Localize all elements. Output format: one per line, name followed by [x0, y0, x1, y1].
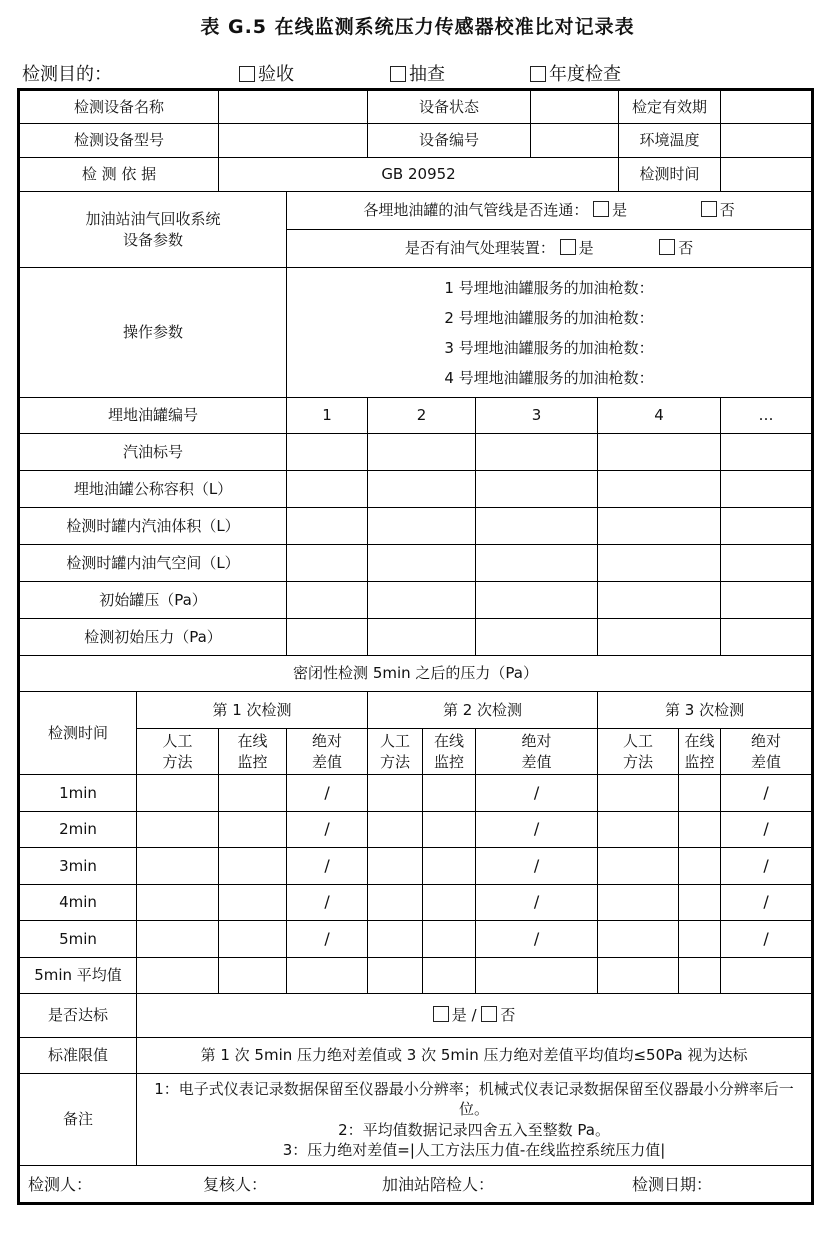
data-cell[interactable]: [219, 775, 287, 812]
validity-value[interactable]: [721, 90, 813, 124]
data-cell[interactable]: [598, 848, 679, 885]
env-temp-label: 环境温度: [619, 124, 721, 158]
tank-cell[interactable]: [287, 545, 368, 582]
data-cell[interactable]: [368, 884, 423, 921]
tank-cell[interactable]: [476, 508, 598, 545]
notes-content: [137, 1074, 813, 1166]
checkbox-icon[interactable]: [593, 201, 609, 217]
purpose-line: [22, 60, 812, 86]
basis-label: 检 测 依 据: [19, 158, 219, 192]
manual-method-header: 人工 方法: [598, 729, 679, 775]
signature-cell: [19, 1166, 813, 1204]
manual-method-header: 人工 方法: [368, 729, 423, 775]
tank-cell[interactable]: [721, 619, 813, 656]
data-cell[interactable]: [679, 921, 721, 958]
data-cell[interactable]: [598, 775, 679, 812]
system-params-row-1: [19, 192, 813, 230]
compliance-no-option[interactable]: 否: [481, 1006, 515, 1024]
tightness-round-row: [19, 692, 813, 729]
equipment-model-label: 检测设备型号: [19, 124, 219, 158]
tank-number-4: 4: [598, 398, 721, 434]
diff-cell: /: [476, 884, 598, 921]
gun-count-tank-2: 2 号埋地油罐服务的加油枪数：: [444, 308, 654, 327]
gun-count-tank-3: 3 号埋地油罐服务的加油枪数：: [444, 338, 654, 357]
compliance-row: [19, 994, 813, 1038]
processing-device-question: 是否有油气处理装置： 是 否: [287, 230, 813, 268]
test-date-label: 检测日期：: [632, 1175, 713, 1194]
tank-number-2: 2: [368, 398, 476, 434]
tank-number-1: 1: [287, 398, 368, 434]
tank-cell[interactable]: [287, 508, 368, 545]
tank-cell[interactable]: [598, 619, 721, 656]
diff-cell: /: [721, 811, 813, 848]
online-monitor-header: 在线 监控: [679, 729, 721, 775]
data-cell[interactable]: [287, 957, 368, 994]
tank-cell[interactable]: [721, 508, 813, 545]
limit-label: 标准限值: [19, 1038, 137, 1074]
pipeline-connected-question: 各埋地油罐的油气管线是否连通： 是 否: [287, 192, 813, 230]
operation-params-lines: [287, 268, 813, 398]
equipment-model-value[interactable]: [219, 124, 368, 158]
diff-cell: /: [476, 775, 598, 812]
data-cell[interactable]: [368, 921, 423, 958]
diff-cell: /: [721, 921, 813, 958]
checkbox-icon[interactable]: [701, 201, 717, 217]
tank-number-3: 3: [476, 398, 598, 434]
tank-cell[interactable]: [287, 619, 368, 656]
data-cell[interactable]: [598, 811, 679, 848]
checkbox-icon[interactable]: [659, 239, 675, 255]
tank-cell[interactable]: [368, 619, 476, 656]
compliance-label: 是否达标: [19, 994, 137, 1038]
diff-cell: /: [721, 775, 813, 812]
equipment-row-1: [19, 90, 813, 124]
tank-cell[interactable]: [476, 582, 598, 619]
tank-cell[interactable]: [368, 582, 476, 619]
tank-cell[interactable]: [721, 545, 813, 582]
tank-cell[interactable]: [368, 545, 476, 582]
equipment-number-value[interactable]: [531, 124, 619, 158]
diff-cell: /: [287, 884, 368, 921]
data-cell[interactable]: [219, 921, 287, 958]
minute-row: [19, 848, 813, 885]
data-cell[interactable]: [137, 884, 219, 921]
data-cell[interactable]: [368, 848, 423, 885]
pipeline-yes-option[interactable]: 是: [593, 201, 627, 219]
data-cell[interactable]: [137, 811, 219, 848]
minute-label: 5min: [19, 921, 137, 958]
purpose-option-annual[interactable]: 年度检查: [530, 60, 621, 86]
checkbox-icon[interactable]: [433, 1006, 449, 1022]
pipeline-no-option[interactable]: 否: [701, 201, 735, 219]
round-2-header: 第 2 次检测: [368, 692, 598, 729]
checkbox-icon[interactable]: [481, 1006, 497, 1022]
minute-row: [19, 921, 813, 958]
note-item: 2：平均值数据记录四舍五入至整数 Pa。: [338, 1120, 610, 1139]
validity-label: 检定有效期: [619, 90, 721, 124]
tank-cell[interactable]: [476, 545, 598, 582]
tank-row: [19, 434, 813, 471]
processing-yes-option[interactable]: 是: [560, 239, 594, 257]
reviewer-label: 复核人：: [203, 1175, 268, 1194]
data-cell[interactable]: [679, 811, 721, 848]
limit-row: [19, 1038, 813, 1074]
data-cell[interactable]: [721, 957, 813, 994]
data-cell[interactable]: [219, 848, 287, 885]
purpose-option-spot-check[interactable]: 抽查: [390, 60, 445, 86]
station-escort-label: 加油站陪检人：: [382, 1175, 495, 1194]
notes-label: 备注: [19, 1074, 137, 1166]
data-cell[interactable]: [368, 811, 423, 848]
data-cell[interactable]: [423, 848, 476, 885]
tank-row: [19, 508, 813, 545]
average-label: 5min 平均值: [19, 957, 137, 994]
data-cell[interactable]: [368, 775, 423, 812]
purpose-label: 检测目的：: [22, 64, 112, 85]
abs-diff-header: 绝对 差值: [721, 729, 813, 775]
tank-row: [19, 619, 813, 656]
tank-cell[interactable]: [287, 582, 368, 619]
data-cell[interactable]: [423, 921, 476, 958]
gun-count-tank-4: 4 号埋地油罐服务的加油枪数：: [444, 368, 654, 387]
test-time-header: 检测时间: [19, 692, 137, 775]
tank-row: [19, 582, 813, 619]
record-form-table: [17, 88, 814, 1205]
data-cell[interactable]: [679, 775, 721, 812]
basis-value: GB 20952: [219, 158, 619, 192]
tightness-title-row: [19, 656, 813, 692]
tank-cell[interactable]: [721, 582, 813, 619]
limit-text: 第 1 次 5min 压力绝对差值或 3 次 5min 压力绝对差值平均值均≤50Pa 视为达标: [137, 1038, 813, 1074]
data-cell[interactable]: [598, 884, 679, 921]
tank-cell[interactable]: [287, 434, 368, 471]
checkbox-icon[interactable]: [239, 66, 255, 82]
tank-cell[interactable]: [287, 471, 368, 508]
equipment-name-label: 检测设备名称: [19, 90, 219, 124]
round-3-header: 第 3 次检测: [598, 692, 813, 729]
tank-cell[interactable]: [598, 471, 721, 508]
tank-cell[interactable]: [721, 434, 813, 471]
data-cell[interactable]: [476, 957, 598, 994]
tank-cell[interactable]: [721, 471, 813, 508]
tank-cell[interactable]: [476, 434, 598, 471]
diff-cell: /: [721, 884, 813, 921]
diff-cell: /: [287, 775, 368, 812]
equipment-row-2: [19, 124, 813, 158]
data-cell[interactable]: [219, 884, 287, 921]
equipment-row-3: [19, 158, 813, 192]
diff-cell: /: [476, 848, 598, 885]
diff-cell: /: [476, 921, 598, 958]
tank-cell[interactable]: [476, 471, 598, 508]
minute-label: 3min: [19, 848, 137, 885]
minute-label: 1min: [19, 775, 137, 812]
tank-cell[interactable]: [598, 434, 721, 471]
diff-cell: /: [721, 848, 813, 885]
minute-row: [19, 811, 813, 848]
compliance-options: 是 / 否: [137, 994, 813, 1038]
minute-label: 2min: [19, 811, 137, 848]
tank-row-label: 初始罐压（Pa）: [19, 582, 287, 619]
page-title: 表 G.5 在线监测系统压力传感器校准比对记录表: [200, 16, 635, 38]
tightness-title: 密闭性检测 5min 之后的压力（Pa）: [19, 656, 813, 692]
data-cell[interactable]: [679, 884, 721, 921]
operation-params-label: 操作参数: [19, 268, 287, 398]
data-cell[interactable]: [423, 957, 476, 994]
tank-number-more: …: [721, 398, 813, 434]
data-cell[interactable]: [423, 811, 476, 848]
round-1-header: 第 1 次检测: [137, 692, 368, 729]
equipment-status-value[interactable]: [531, 90, 619, 124]
tank-row-label: 埋地油罐公称容积（L）: [19, 471, 287, 508]
tank-cell[interactable]: [476, 619, 598, 656]
manual-method-header: 人工 方法: [137, 729, 219, 775]
tank-number-label: 埋地油罐编号: [19, 398, 287, 434]
signature-row: [19, 1166, 813, 1204]
data-cell[interactable]: [423, 775, 476, 812]
tank-cell[interactable]: [368, 508, 476, 545]
tank-number-row: [19, 398, 813, 434]
data-cell[interactable]: [423, 884, 476, 921]
data-cell[interactable]: [137, 775, 219, 812]
processing-no-option[interactable]: 否: [659, 239, 693, 257]
equipment-name-value[interactable]: [219, 90, 368, 124]
data-cell[interactable]: [137, 848, 219, 885]
compliance-yes-option[interactable]: 是: [433, 1006, 467, 1024]
abs-diff-header: 绝对 差值: [287, 729, 368, 775]
abs-diff-header: 绝对 差值: [476, 729, 598, 775]
purpose-option-acceptance[interactable]: 验收: [239, 60, 294, 86]
inspector-label: 检测人：: [28, 1175, 93, 1194]
tank-cell[interactable]: [598, 582, 721, 619]
operation-params-row: [19, 268, 813, 398]
tank-cell[interactable]: [368, 471, 476, 508]
tank-row-label: 检测时罐内油气空间（L）: [19, 545, 287, 582]
minute-row: [19, 884, 813, 921]
minute-row: [19, 775, 813, 812]
data-cell[interactable]: [137, 957, 219, 994]
gun-count-tank-1: 1 号埋地油罐服务的加油枪数：: [444, 278, 654, 297]
diff-cell: /: [287, 848, 368, 885]
checkbox-icon[interactable]: [560, 239, 576, 255]
data-cell[interactable]: [679, 957, 721, 994]
tank-cell[interactable]: [368, 434, 476, 471]
online-monitor-header: 在线 监控: [219, 729, 287, 775]
tank-row: [19, 471, 813, 508]
tank-cell[interactable]: [598, 545, 721, 582]
data-cell[interactable]: [219, 811, 287, 848]
data-cell[interactable]: [368, 957, 423, 994]
tank-row-label: 检测时罐内汽油体积（L）: [19, 508, 287, 545]
diff-cell: /: [476, 811, 598, 848]
note-item: 1：电子式仪表记录数据保留至仪器最小分辨率；机械式仪表记录数据保留至仪器最小分辨率后一位。: [154, 1080, 794, 1119]
checkbox-icon[interactable]: [530, 66, 546, 82]
data-cell[interactable]: [219, 957, 287, 994]
data-cell[interactable]: [137, 921, 219, 958]
online-monitor-header: 在线 监控: [423, 729, 476, 775]
minute-label: 4min: [19, 884, 137, 921]
test-time-value[interactable]: [721, 158, 813, 192]
average-row: [19, 957, 813, 994]
data-cell[interactable]: [598, 957, 679, 994]
tightness-subheader-row: [19, 729, 813, 775]
data-cell[interactable]: [598, 921, 679, 958]
tank-cell[interactable]: [598, 508, 721, 545]
system-params-label: 加油站油气回收系统 设备参数: [19, 192, 287, 268]
notes-row: [19, 1074, 813, 1166]
checkbox-icon[interactable]: [390, 66, 406, 82]
env-temp-value[interactable]: [721, 124, 813, 158]
note-item: 3：压力绝对差值=|人工方法压力值-在线监控系统压力值|: [282, 1140, 666, 1159]
diff-cell: /: [287, 811, 368, 848]
tank-row-label: 检测初始压力（Pa）: [19, 619, 287, 656]
equipment-number-label: 设备编号: [368, 124, 531, 158]
tank-row: [19, 545, 813, 582]
data-cell[interactable]: [679, 848, 721, 885]
test-time-label: 检测时间: [619, 158, 721, 192]
equipment-status-label: 设备状态: [368, 90, 531, 124]
diff-cell: /: [287, 921, 368, 958]
tank-row-label: 汽油标号: [19, 434, 287, 471]
